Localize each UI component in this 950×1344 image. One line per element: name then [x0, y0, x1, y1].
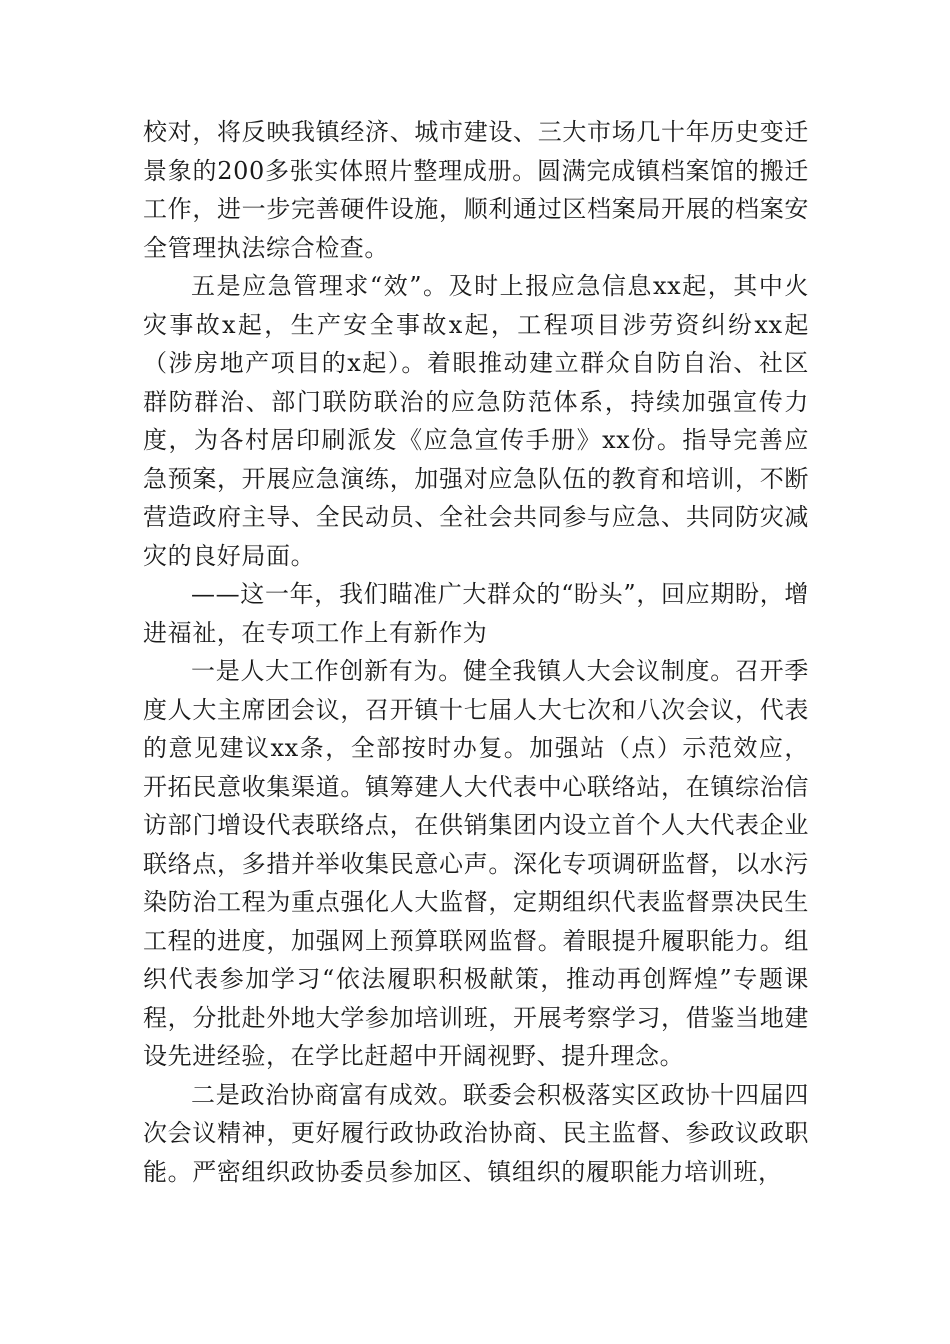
paragraph-peoples-congress: 一是人大工作创新有为。健全我镇人大会议制度。召开季度人大主席团会议，召开镇十七届人大七次和八次会议，代表的意见建议xx条，全部按时办复。加强站（点）示范效应，开拓民意收集渠道。镇筹建人大代表中心联络站，在镇综治信访部门增设代表联络点，在供销集团内设立首个人大代表企业联络点，多措并举收集民意心声。深化专项调研监督，以水污染防治工程为重点强化人大监督，定期组织代表监督票决民生工程的进度，加强网上预算联网监督。着眼提升履职能力。组织代表参加学习“依法履职积极献策，推动再创辉煌”专题课程，分批赴外地大学参加培训班，开展考察学习，借鉴当地建设先进经验，在学比赶超中开阔视野、提升理念。: [143, 657, 809, 1070]
paragraph-emergency-management: 五是应急管理求“效”。及时上报应急信息xx起，其中火灾事故x起，生产安全事故x起，工程项目涉劳资纠纷xx起（涉房地产项目的x起）。着眼推动建立群众自防自治、社区群防群治、部门联防联治的应急防范体系，持续加强宣传力度，为各村居印刷派发《应急宣传手册》xx份。指导完善应急预案，开展应急演练，加强对应急队伍的教育和培训，不断营造政府主导、全民动员、全社会共同参与应急、共同防灾减灾的良好局面。: [143, 272, 809, 570]
section-heading-special-work: ——这一年，我们瞄准广大群众的“盼头”，回应期盼，增进福祉，在专项工作上有新作为: [143, 580, 809, 647]
paragraph-political-consultation: 二是政治协商富有成效。联委会积极落实区政协十四届四次会议精神，更好履行政协政治协商、民主监督、参政议政职能。严密组织政协委员参加区、镇组织的履职能力培训班，: [143, 1080, 809, 1186]
paragraph-archives: 校对，将反映我镇经济、城市建设、三大市场几十年历史变迁景象的200多张实体照片整理成册。圆满完成镇档案馆的搬迁工作，进一步完善硬件设施，顺利通过区档案局开展的档案安全管理执法综合检查。: [143, 118, 809, 262]
document-body: [143, 113, 809, 1191]
